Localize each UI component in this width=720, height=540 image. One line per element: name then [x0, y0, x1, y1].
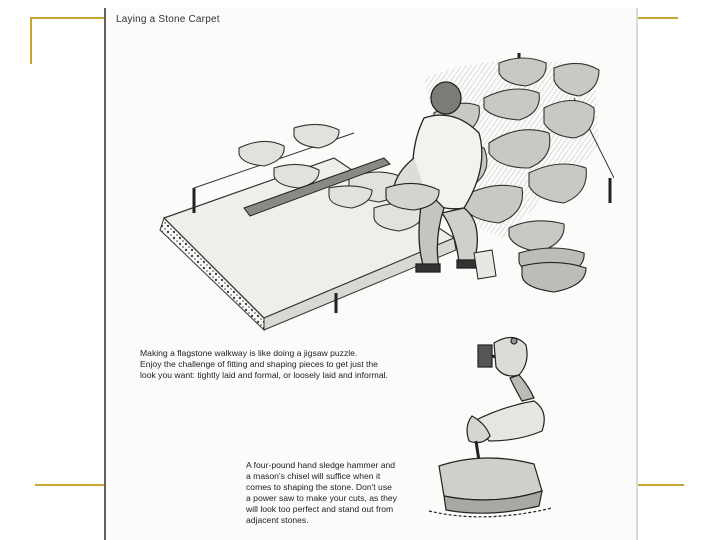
tools-caption-line: a power saw to make your cuts, as they: [246, 493, 397, 503]
walkway-illustration: [124, 38, 614, 338]
tools-caption-line: will look too perfect and stand out from: [246, 504, 394, 514]
tools-caption-line: a mason's chisel will suffice when it: [246, 471, 381, 481]
walkway-caption-line: Making a flagstone walkway is like doing a jigsaw puzzle.: [140, 348, 358, 358]
tools-caption-line: comes to shaping the stone. Don't use: [246, 482, 392, 492]
walkway-caption: [140, 348, 420, 381]
page-edge: [104, 8, 106, 540]
frame-line-top-left: [30, 17, 104, 19]
walkway-caption-line: Enjoy the challenge of fitting and shaping pieces to get just the: [140, 359, 378, 369]
frame-line-left-vertical: [30, 17, 32, 64]
tools-caption: [246, 460, 418, 526]
chisel-stone-illustration: [424, 386, 559, 531]
page-title: Laying a Stone Carpet: [116, 14, 220, 25]
walkway-caption-line: look you want: tightly laid and formal, or loosely laid and informal.: [140, 370, 388, 380]
scanned-page: [104, 8, 638, 540]
frame-line-bottom-left: [35, 484, 105, 486]
tools-caption-line: A four-pound hand sledge hammer and: [246, 460, 396, 470]
tools-caption-line: adjacent stones.: [246, 515, 309, 525]
